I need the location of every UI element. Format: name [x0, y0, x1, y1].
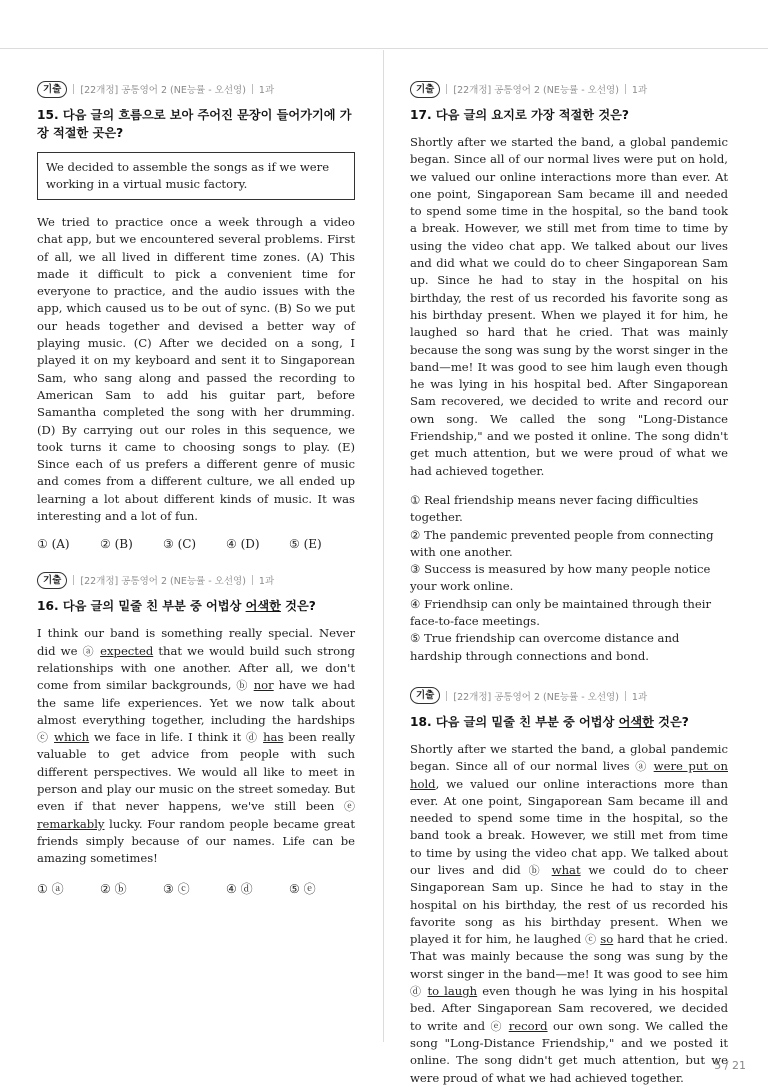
- question-15: [37, 80, 355, 551]
- question-16: [37, 571, 355, 896]
- page-number: 5 / 21: [714, 1059, 746, 1072]
- option[interactable]: ① (A): [37, 537, 70, 552]
- choice[interactable]: ⑤ True friendship can overcome distance and hardship through connections and bond.: [410, 631, 680, 663]
- underlined-e: record: [508, 1018, 548, 1033]
- underlined-e: remarkably: [37, 816, 105, 831]
- exam-label: [22개정] 공통영어 2 (NE능률 - 오선영): [80, 576, 246, 588]
- tag-badge: 기출: [410, 81, 440, 98]
- left-column: [37, 80, 355, 917]
- underlined-a: expected: [100, 643, 154, 658]
- option[interactable]: ④ ⓓ: [226, 881, 253, 896]
- tag-badge: 기출: [410, 687, 440, 704]
- option[interactable]: ③ ⓒ: [163, 881, 190, 896]
- passage: I think our band is something really special. Never did we ⓐ expected that we would build such strong relationships with one another. After all, we don't come from similar backgrounds, ⓑ nor have we had the same life experiences. Yet we now talk about almost everything together, including the hardships ⓒ which we face in life. I think it ⓓ has been really valuable to get advice from people with such different perspectives. We would all like to meet in person and play our music on the street someday. But even if that never happens, we've still been ⓔ remarkably lucky. Four random people became great friends simply because of our names. Life can be amazing sometimes!: [37, 626, 356, 866]
- right-column: [410, 80, 728, 1087]
- answer-options: [37, 880, 355, 897]
- underlined-d: to laugh: [427, 984, 478, 999]
- header-rule: [0, 48, 768, 49]
- underlined-a: were put on hold: [410, 759, 728, 791]
- passage: Shortly after we started the band, a global pandemic began. Since all of our normal lives were put on hold, we valued our online interactions more than ever. At one point, Singaporean Sam became ill and needed to spend some time in the hospital, so the band took a break. However, we still met from time to time by using the video chat app. We talked about our lives and did what we could do to cheer Singaporean Sam up. Since he had to stay in the hospital on his birthday, the rest of us recorded his favorite song as his birthday present. When we played it for him, he laughed so hard that he cried. That was mainly because the song was sung by the worst singer in the band—me! It was good to see him laugh even though he was lying in his hospital bed. After Singaporean Sam recovered, we decided to write and record our own song. We called the song "Long-Distance Friendship," and we posted it online. The song didn't get much attention, but we were proud of what we had achieved together.: [410, 135, 728, 478]
- underlined-c: which: [54, 730, 90, 745]
- choice[interactable]: ③ Success is measured by how many people notice your work online.: [410, 562, 711, 594]
- underlined-b: what: [551, 862, 581, 877]
- lesson-label: 1과: [631, 85, 648, 96]
- source-line: [37, 80, 355, 98]
- source-line: [37, 571, 355, 589]
- underlined-b: nor: [253, 678, 274, 693]
- option[interactable]: ⑤ ⓔ: [289, 881, 316, 896]
- question-title: 18. 다음 글의 밑줄 친 부분 중 어법상 어색한 것은?: [410, 714, 689, 729]
- question-title: 17. 다음 글의 요지로 가장 적절한 것은?: [410, 108, 629, 122]
- exam-label: [22개정] 공통영어 2 (NE능률 - 오선영): [453, 85, 619, 96]
- passage: Shortly after we started the band, a global pandemic began. Since all of our normal lives ⓐ were put on hold, we valued our online interactions more than ever. At one point, Singaporean Sam became ill and needed to spend some time in the hospital, so the band took a break. However, we still met from time to time by using the video chat app. We talked about our lives and did ⓑ what we could do to cheer Singaporean Sam up. Since he had to stay in the hospital on his birthday, the rest of us recorded his favorite song as his birthday present. When we played it for him, he laughed ⓒ so hard that he cried. That was mainly because the song was sung by the worst singer in the band—me! It was good to see him ⓓ to laugh even though he was lying in his hospital bed. After Singaporean Sam recovered, we decided to write and ⓔ record our own song. We called the song "Long-Distance Friendship," and we posted it online. The song didn't get much attention, but we were proud of what we had achieved together.: [410, 741, 729, 1085]
- question-title: 15. 다음 글의 흐름으로 보아 주어진 문장이 들어가기에 가장 적절한 곳은?: [37, 108, 352, 140]
- answer-options: [37, 537, 355, 551]
- column-divider: [383, 50, 384, 1042]
- tag-badge: 기출: [37, 81, 67, 98]
- option[interactable]: ④ (D): [226, 537, 260, 552]
- lesson-label: 1과: [258, 576, 275, 588]
- option[interactable]: ② ⓑ: [100, 881, 127, 896]
- choice[interactable]: ① Real friendship means never facing difficulties together.: [410, 492, 699, 525]
- question-title: 16. 다음 글의 밑줄 친 부분 중 어법상 어색한 것은?: [37, 599, 316, 614]
- exam-label: [22개정] 공통영어 2 (NE능률 - 오선영): [80, 85, 246, 96]
- choice[interactable]: ② The pandemic prevented people from connecting with one another.: [410, 527, 714, 559]
- lesson-label: 1과: [631, 691, 648, 703]
- source-line: [410, 687, 728, 705]
- answer-choices: [410, 492, 728, 665]
- option[interactable]: ⑤ (E): [289, 537, 322, 552]
- underlined-d: has: [263, 730, 284, 745]
- lesson-label: 1과: [258, 85, 275, 96]
- source-line: [410, 80, 728, 98]
- question-18: [410, 687, 728, 1087]
- given-sentence-box: We decided to assemble the songs as if we were working in a virtual music factory.: [37, 152, 355, 200]
- question-17: [410, 80, 728, 665]
- option[interactable]: ① ⓐ: [37, 881, 64, 896]
- underlined-c: so: [600, 932, 614, 947]
- exam-label: [22개정] 공통영어 2 (NE능률 - 오선영): [453, 691, 619, 703]
- option[interactable]: ② (B): [100, 537, 133, 552]
- choice[interactable]: ④ Friendhsip can only be maintained through their face-to-face meetings.: [410, 596, 711, 629]
- option[interactable]: ③ (C): [163, 537, 197, 552]
- tag-badge: 기출: [37, 572, 67, 589]
- passage: We tried to practice once a week through a video chat app, but we encountered several problems. First of all, we all lived in different time zones. (A) This made it difficult to pick a convenient time for everyone to practice, and the audio issues with the app, which caused us to be out of sync. (B) So we put our heads together and devised a better way of playing music. (C) After we decided on a song, I played it on my keyboard and sent it to Singaporean Sam, who sang along and passed the recording to American Sam to add his guitar part, before Samantha completed the song with her drumming. (D) By carrying out our roles in this sequence, we took turns it came to choosing songs to play. (E) Since each of us prefers a different genre of music and comes from a different culture, we all ended up learning a lot about different kinds of music. It was interesting and a lot of fun.: [37, 215, 355, 524]
